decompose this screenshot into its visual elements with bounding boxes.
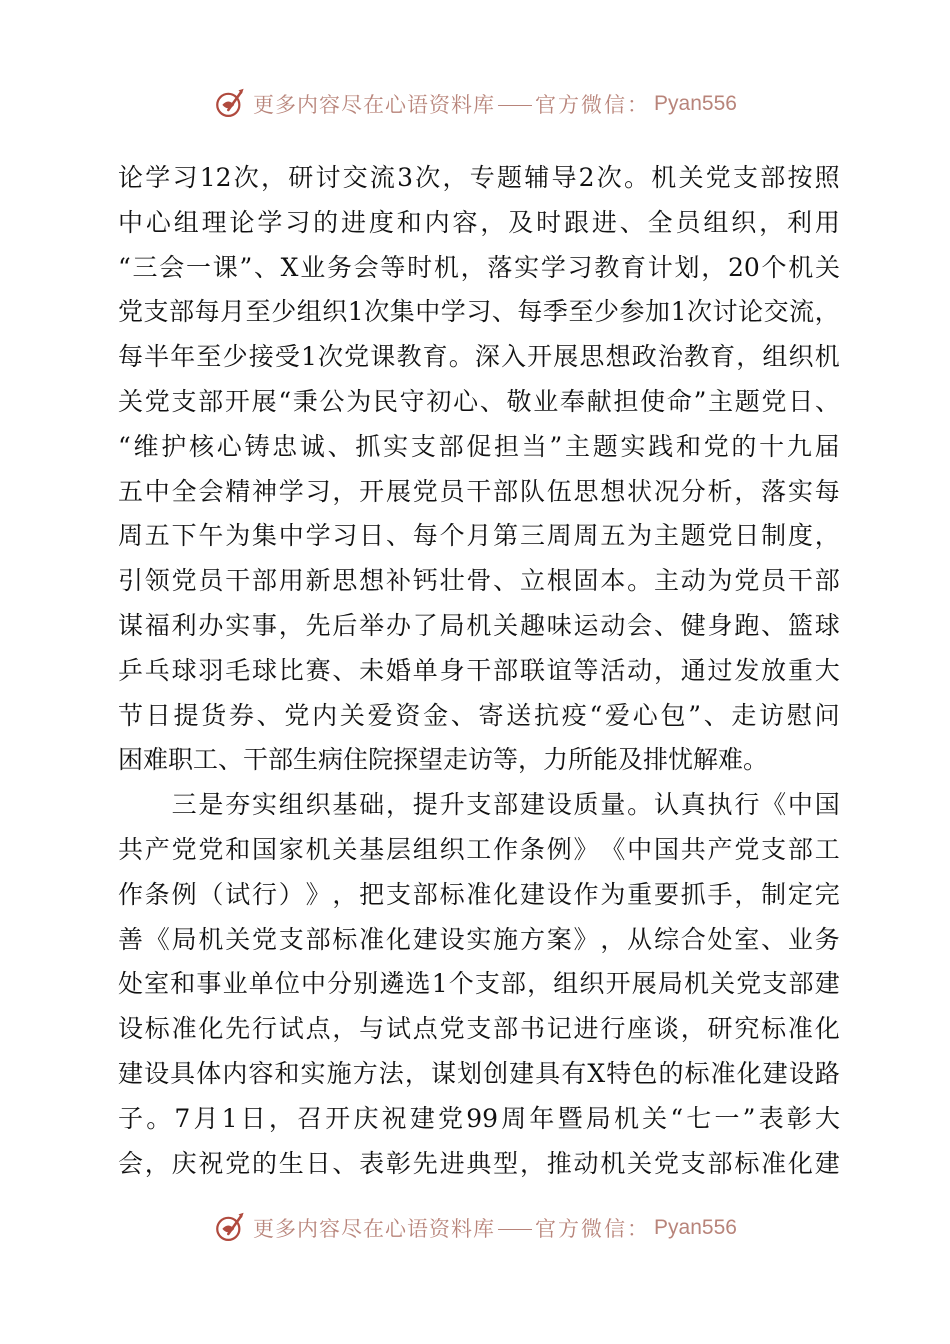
banner-site-text: 更多内容尽在心语资料库 xyxy=(253,1217,496,1241)
body-line: 善 《 局 机 关 党 支 部 标 准 化 建 设 实 施 方 案 》 ， 从 综 合 处 室 、 业 务 xyxy=(118,924,840,954)
body-line: 五 中 全 会 精 神 学 习 ， 开 展 党 员 干 部 队 伍 思 想 状 况 分 析 ， 落 实 每 xyxy=(118,476,840,506)
body-line: 共 产 党 党 和 国 家 机 关 基 层 组 织 工 作 条 例 》 《 中 国 共 产 党 支 部 工 xyxy=(118,834,840,864)
body-line: 作 条 例 （ 试 行 ） 》 ， 把 支 部 标 准 化 建 设 作 为 重 要 抓 手 ， 制 定 完 xyxy=(118,879,840,909)
footer-banner xyxy=(0,1208,950,1248)
banner-dash xyxy=(498,105,532,106)
document-body xyxy=(118,156,840,1186)
body-line: “ 三 会 一 课 ” 、 X 业 务 会 等 时 机 ， 落 实 学 习 教 育 计 划 ， 20 个 机 关 xyxy=(118,252,840,282)
body-line: 关 党 支 部 开 展 “ 秉 公 为 民 守 初 心 、 敬 业 奉 献 担 使 命 ” 主 题 党 日 、 xyxy=(118,386,840,416)
body-line: 谋 福 利 办 实 事 ， 先 后 举 办 了 局 机 关 趣 味 运 动 会 、 健 身 跑 、 篮 球 xyxy=(118,610,840,640)
body-line: 论 学 习 12 次 ， 研 讨 交 流 3 次 ， 专 题 辅 导 2 次 。 机 关 党 支 部 按 照 xyxy=(118,163,840,192)
banner-wechat-id: Pyan556 xyxy=(654,92,737,115)
body-line: “ 维 护 核 心 铸 忠 诚 、 抓 实 支 部 促 担 当 ” 主 题 实 践 和 党 的 十 九 届 xyxy=(118,431,840,461)
body-line: 建 设 具 体 内 容 和 实 施 方 法 ， 谋 划 创 建 具 有 X 特 色 的 标 准 化 建 设 路 xyxy=(118,1058,840,1088)
banner-site-text: 更多内容尽在心语资料库 xyxy=(253,93,496,117)
banner-dash xyxy=(498,1229,532,1230)
body-line: 设 标 准 化 先 行 试 点 ， 与 试 点 党 支 部 书 记 进 行 座 谈 ， 研 究 标 准 化 xyxy=(118,1014,840,1044)
banner-wechat-label: 官方微信： xyxy=(535,93,651,117)
body-line: 引 领 党 员 干 部 用 新 思 想 补 钙 壮 骨 、 立 根 固 本 。 主 动 为 党 员 干 部 xyxy=(118,566,840,596)
body-line: 乒 乓 球 羽 毛 球 比 赛 、 未 婚 单 身 干 部 联 谊 等 活 动 ， 通 过 发 放 重 大 xyxy=(118,655,840,685)
body-line: 子 。 7 月 1 日 ， 召 开 庆 祝 建 党 99 周 年 暨 局 机 关 “ 七 一 ” 表 彰 大 xyxy=(118,1103,840,1133)
body-line: 三 是 夯 实 组 织 基 础 ， 提 升 支 部 建 设 质 量 。 认 真 执 行 《 中 国 xyxy=(171,790,840,820)
body-line: 中 心 组 理 论 学 习 的 进 度 和 内 容 ， 及 时 跟 进 、 全 员 组 织 ， 利 用 xyxy=(118,207,840,237)
body-line: 会 ， 庆 祝 党 的 生 日 、 表 彰 先 进 典 型 ， 推 动 机 关 党 支 部 标 准 化 建 xyxy=(118,1148,840,1178)
header-banner xyxy=(0,84,950,124)
banner-wechat-id: Pyan556 xyxy=(654,1216,737,1239)
pen-logo-icon xyxy=(213,87,247,121)
body-line: 困难职工、干部生病住院探望走访等，力所能及排忧解难。 xyxy=(118,745,769,775)
body-line: 每 半 年 至 少 接 受 1 次 党 课 教 育 。 深 入 开 展 思 想 政 治 教 育 ， 组 织 机 xyxy=(118,342,840,372)
body-line: 节 日 提 货 券 、 党 内 关 爱 资 金 、 寄 送 抗 疫 “ 爱 心 包 ” 、 走 访 慰 问 xyxy=(118,700,840,730)
body-line: 党 支 部 每 月 至 少 组 织 1 次 集 中 学 习 、 每 季 至 少 参 加 1 次 讨 论 交 流 ， xyxy=(118,297,840,327)
body-line: 处 室 和 事 业 单 位 中 分 别 遴 选 1 个 支 部 ， 组 织 开 展 局 机 关 党 支 部 建 xyxy=(118,969,840,999)
pen-logo-icon xyxy=(213,1211,247,1245)
body-line: 周 五 下 午 为 集 中 学 习 日 、 每 个 月 第 三 周 周 五 为 主 题 党 日 制 度 ， xyxy=(118,521,840,551)
banner-wechat-label: 官方微信： xyxy=(535,1217,651,1241)
